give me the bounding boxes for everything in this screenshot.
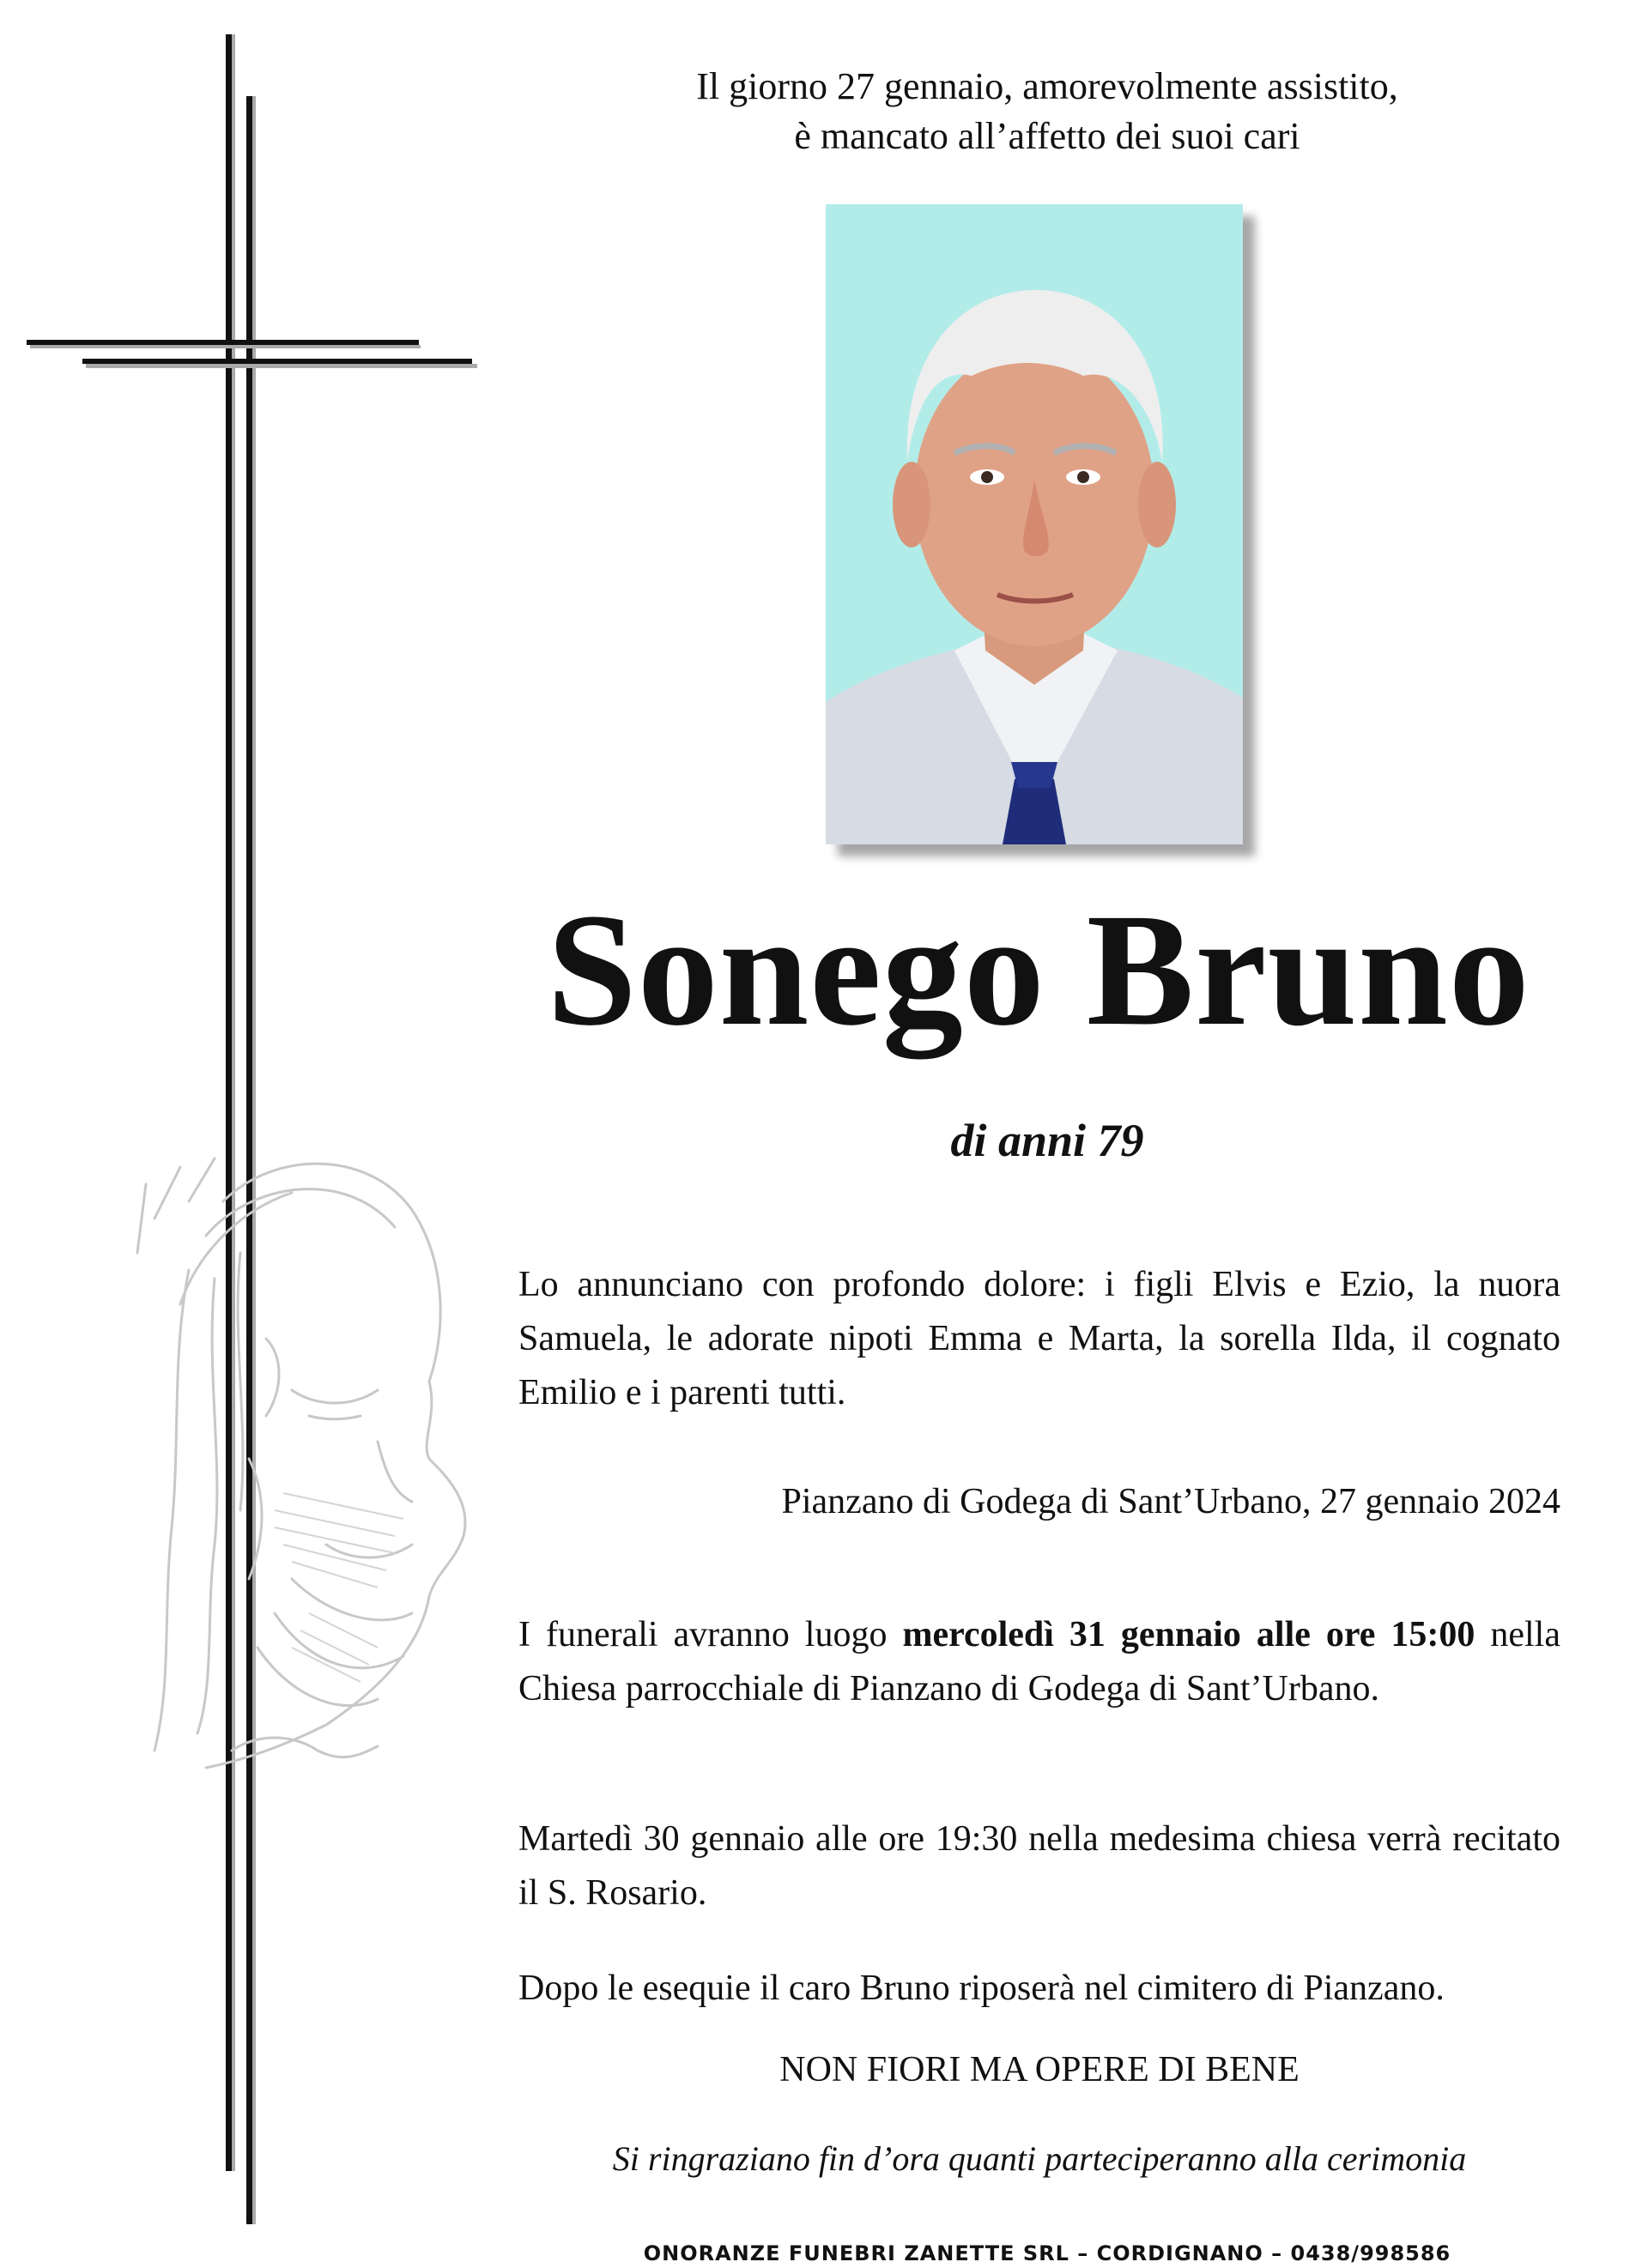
rosary-paragraph: Martedì 30 gennaio alle ore 19:30 nella medesima chiesa verrà recitato il S. Rosario. [518,1819,1560,1913]
portrait-photo [826,204,1243,844]
christ-face-sketch [120,1133,481,1793]
deceased-name: Sonego Bruno [547,880,1530,1059]
age-text: di anni 79 [950,1115,1144,1166]
no-flowers-note: NON FIORI MA OPERE DI BENE [779,2050,1300,2090]
thanks-note: Si ringraziano fin d’ora quanti parteciperanno alla cerimonia [612,2139,1467,2178]
intro-text [549,62,1545,161]
announcement-paragraph: Lo annunciano con profondo dolore: i figli Elvis e Ezio, la nuora Samuela, le adorate nipoti Emma e Marta, la sorella Ilda, il cognato Emilio e i parenti tutti. [518,1265,1560,1412]
place-date: Pianzano di Godega di Sant’Urbano, 27 gennaio 2024 [781,1482,1560,1521]
funeral-home-footer: ONORANZE FUNEBRI ZANETTE SRL – CORDIGNANO – 0438/998586 [643,2241,1451,2265]
burial-paragraph: Dopo le esequie il caro Bruno riposerà nel cimitero di Pianzano. [518,1969,1445,2008]
funeral-datetime: mercoledì 31 gennaio alle ore 15:00 [902,1615,1475,1654]
intro-line-1: Il giorno 27 gennaio, amorevolmente assistito, [696,65,1398,107]
funeral-suffix: nella Chiesa parrocchiale di Pianzano di Godega di Sant’Urbano. [518,1615,1560,1709]
funeral-prefix: I funerali avranno luogo [518,1615,903,1654]
funeral-paragraph [518,1608,1560,1716]
intro-line-2: è mancato all’affetto dei suoi cari [794,115,1300,157]
